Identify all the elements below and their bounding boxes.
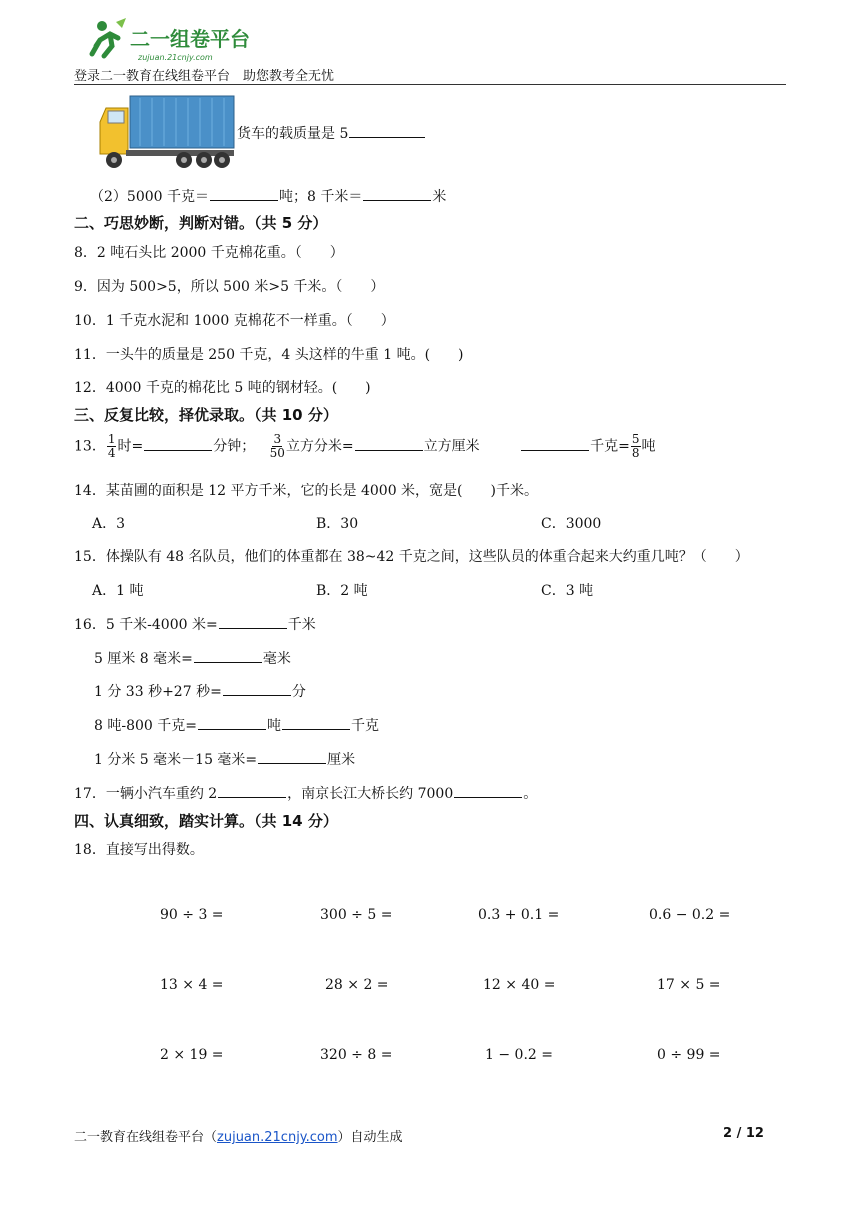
fraction-num: 3 — [273, 432, 282, 446]
question-16-line-2 — [94, 648, 291, 668]
page-number: 2 / 12 — [723, 1126, 764, 1141]
header-slogan: 登录二一教育在线组卷平台 助您教考全无忧 — [74, 69, 335, 84]
footer-credit — [74, 1126, 403, 1145]
q16-l3b: 分 — [291, 684, 306, 700]
q13-t6: 吨 — [641, 438, 656, 455]
section-title: 三、反复比较，择优录取。（共 10 分） — [74, 406, 338, 424]
question-12: 12．4000 千克的棉花比 5 吨的钢材轻。( ) — [74, 380, 371, 396]
question-13 — [74, 433, 656, 460]
q16-l4b: 吨 — [267, 718, 281, 734]
q16-l5b: 厘米 — [327, 752, 356, 768]
q7-truck-text: 货车的载质量是 5 — [237, 126, 349, 142]
option-c[interactable]: C．3 吨 — [541, 583, 594, 599]
site-logo — [82, 16, 272, 64]
option-a[interactable]: A．3 — [92, 516, 126, 532]
q16-l5a: 1 分米 5 毫米－15 毫米= — [94, 752, 258, 768]
fraction-den: 50 — [269, 446, 285, 460]
answer-blank[interactable] — [144, 449, 212, 451]
question-18: 18．直接写出得数。 — [74, 842, 204, 858]
q13-t3: 立方分米= — [285, 438, 354, 455]
answer-blank[interactable] — [223, 694, 291, 696]
q16-l4a: 8 吨-800 千克= — [94, 718, 197, 734]
question-16-line-4 — [94, 715, 379, 735]
calc-item: 2 × 19 = — [160, 1047, 224, 1063]
question-11: 11．一头牛的质量是 250 千克，4 头这样的牛重 1 吨。( ) — [74, 347, 464, 363]
calc-item: 13 × 4 = — [160, 977, 224, 993]
q7-truck-line — [237, 123, 426, 143]
logo-subtitle: zujuan.21cnjy.com — [138, 53, 213, 62]
q16-l2a: 5 厘米 8 毫米= — [94, 651, 193, 667]
fraction-num: 1 — [107, 432, 116, 446]
q16-l2b: 毫米 — [262, 651, 291, 667]
calc-item: 90 ÷ 3 = — [160, 907, 224, 923]
option-b[interactable]: B．2 吨 — [316, 583, 368, 599]
q7-part2-b: 吨；8 千米＝ — [279, 189, 363, 205]
answer-blank[interactable] — [454, 796, 522, 798]
q7-part2-c: 米 — [432, 189, 447, 205]
header-divider — [74, 84, 786, 85]
calc-item: 0.3 + 0.1 = — [478, 907, 560, 923]
question-10: 10．1 千克水泥和 1000 克棉花不一样重。（ ） — [74, 313, 395, 329]
answer-blank[interactable] — [349, 136, 425, 138]
question-16-line-3 — [94, 681, 306, 701]
q16-l3a: 1 分 33 秒+27 秒= — [94, 684, 222, 700]
calc-item: 0.6 − 0.2 = — [649, 907, 731, 923]
runner-icon — [92, 18, 126, 56]
q13-t4: 立方厘米 — [423, 438, 480, 455]
answer-blank[interactable] — [218, 796, 286, 798]
question-9: 9．因为 500>5，所以 500 米>5 千米。（ ） — [74, 279, 385, 295]
q17-b: ，南京长江大桥长约 7000 — [287, 786, 454, 802]
answer-blank[interactable] — [355, 449, 423, 451]
section-title: 四、认真细致，踏实计算。（共 14 分） — [74, 812, 338, 830]
question-17 — [74, 783, 537, 803]
fraction-den: 8 — [631, 446, 640, 460]
fraction-num: 5 — [631, 432, 640, 446]
q7-part2 — [90, 186, 446, 206]
answer-blank[interactable] — [198, 728, 266, 730]
logo-title: 二一组卷平台 — [130, 27, 250, 51]
option-a[interactable]: A．1 吨 — [92, 583, 144, 599]
answer-blank[interactable] — [219, 627, 287, 629]
fraction-den: 4 — [107, 446, 116, 460]
answer-blank[interactable] — [363, 199, 431, 201]
answer-blank[interactable] — [521, 449, 589, 451]
q13-t5: 千克= — [590, 438, 630, 455]
q16-l1b: 千米 — [287, 617, 316, 633]
question-8: 8．2 吨石头比 2000 千克棉花重。（ ） — [74, 245, 344, 261]
question-16-line-5 — [94, 749, 355, 769]
question-16-line-1 — [74, 614, 316, 634]
answer-blank[interactable] — [194, 661, 262, 663]
option-b[interactable]: B．30 — [316, 516, 359, 532]
q13-t1: 时= — [117, 438, 144, 455]
q17-a: 17．一辆小汽车重约 2 — [74, 786, 218, 802]
truck-image — [96, 92, 236, 172]
footer-text-b: ）自动生成 — [337, 1130, 403, 1145]
answer-blank[interactable] — [258, 762, 326, 764]
fraction — [107, 433, 117, 460]
q16-l1a: 16．5 千米-4000 米= — [74, 617, 218, 633]
question-15: 15．体操队有 48 名队员，他们的体重都在 38~42 千克之间，这些队员的体重合起来大约重几吨？（ ） — [74, 549, 749, 565]
calc-item: 12 × 40 = — [483, 977, 556, 993]
q16-l4c: 千克 — [351, 718, 379, 734]
answer-blank[interactable] — [282, 728, 350, 730]
calc-item: 17 × 5 = — [657, 977, 721, 993]
fraction — [631, 433, 641, 460]
footer-link[interactable]: zujuan.21cnjy.com — [217, 1130, 338, 1145]
question-14: 14．某苗圃的面积是 12 平方千米，它的长是 4000 米，宽是( )千米。 — [74, 483, 538, 499]
calc-item: 300 ÷ 5 = — [320, 907, 393, 923]
answer-blank[interactable] — [210, 199, 278, 201]
calc-item: 28 × 2 = — [325, 977, 389, 993]
calc-item: 0 ÷ 99 = — [657, 1047, 721, 1063]
q13-t2: 分钟； — [213, 438, 256, 455]
section-title: 二、巧思妙断，判断对错。（共 5 分） — [74, 214, 328, 232]
option-c[interactable]: C．3000 — [541, 516, 602, 532]
q7-part2-a: （2）5000 千克＝ — [90, 189, 209, 205]
fraction — [270, 433, 285, 460]
calc-item: 320 ÷ 8 = — [320, 1047, 393, 1063]
q13-number: 13． — [74, 438, 106, 455]
q17-c: 。 — [523, 786, 538, 802]
calc-item: 1 − 0.2 = — [485, 1047, 553, 1063]
footer-text-a: 二一教育在线组卷平台（ — [74, 1130, 218, 1145]
